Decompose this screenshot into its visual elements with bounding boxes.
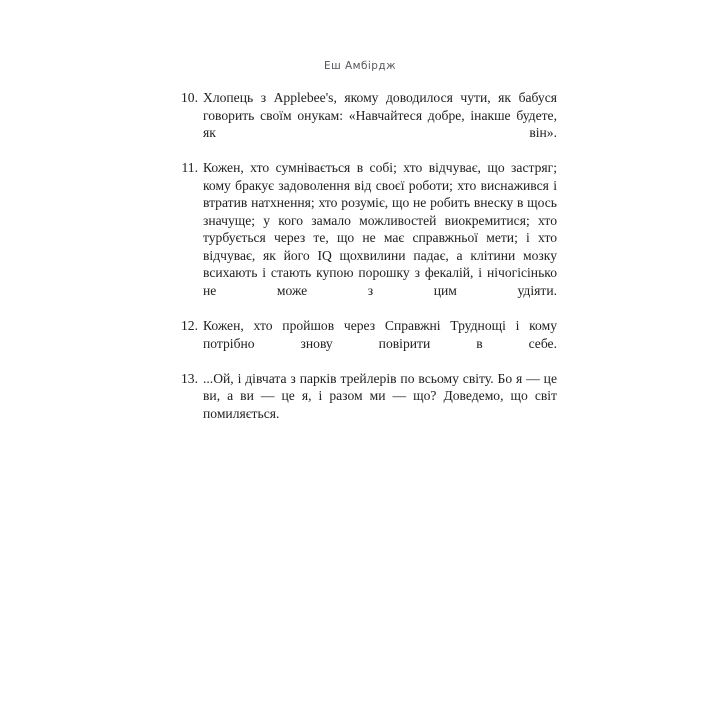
- list-item-text: Кожен, хто пройшов через Справжні Труднощі і кому потрібно знову повірити в себе.: [203, 318, 557, 351]
- list-item: [180, 159, 557, 317]
- list-item: [180, 370, 557, 440]
- numbered-list: [180, 89, 557, 440]
- list-item: [180, 317, 557, 370]
- body-text-block: [180, 89, 557, 440]
- list-item-number: 12.: [181, 318, 198, 334]
- list-item: [180, 89, 557, 159]
- list-item-number: 11.: [181, 160, 198, 176]
- list-item-number: 10.: [181, 90, 198, 105]
- running-head: Еш Амбірдж: [324, 60, 396, 72]
- list-item-number: 13.: [181, 370, 198, 386]
- list-item-text: Хлопець з Applebee's, якому доводилося чути, як бабуся говорить своїм онукам: «Навчайтеся добре, інакше будете, як він».: [203, 90, 557, 141]
- list-item-text: Кожен, хто сумнівається в собі; хто відчуває, що застряг; кому бракує задоволення від своєї роботи; хто виснажився і втратив натхнення; хто розуміє, що не робить внеску в щось значуще; у кого замало можливостей виокремитися; хто турбується через те, що не має справжньої мети; і хто відчуває, як його IQ щохвилини падає, а клітини мозку всихають і стають купою порошку з фекалій, і нічогісінько не може з цим удіяти.: [203, 160, 557, 299]
- list-item-text: ...Ой, і дівчата з парків трейлерів по всьому світу. Бо я — це ви, а ви — це я, і разом ми — що? Доведемо, що світ помиляється.: [203, 370, 557, 421]
